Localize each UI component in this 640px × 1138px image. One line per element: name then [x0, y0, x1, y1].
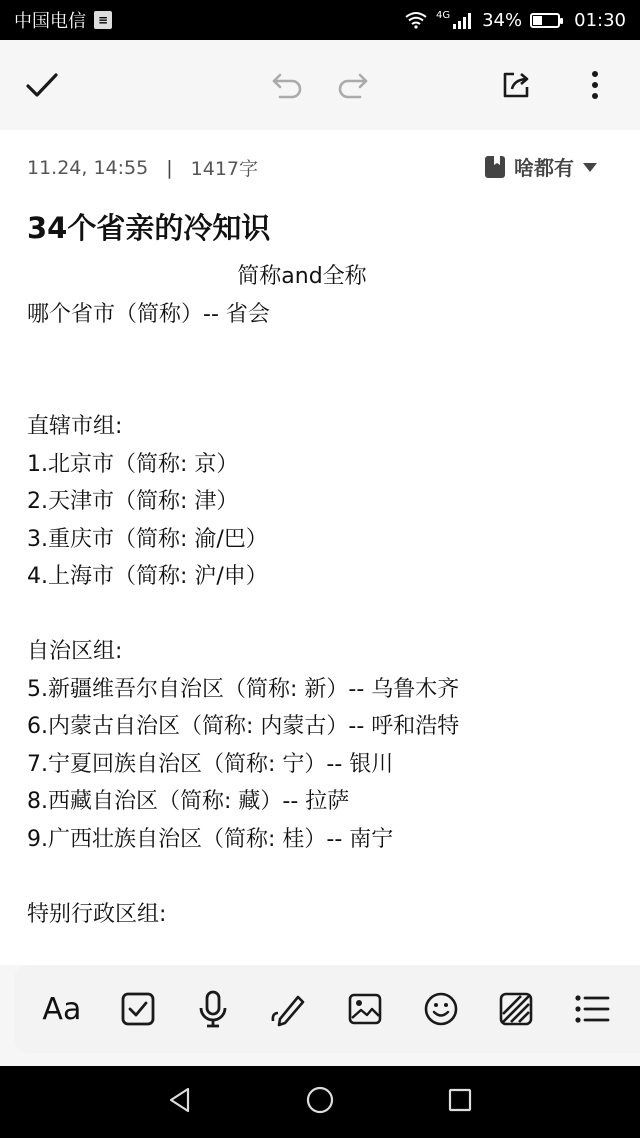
note-line	[27, 333, 617, 371]
background-button[interactable]	[491, 984, 541, 1034]
note-line	[27, 596, 617, 634]
word-count: 1417字	[190, 158, 258, 180]
emoji-icon	[423, 991, 459, 1027]
note-line	[27, 858, 617, 896]
recents-button[interactable]	[446, 1086, 474, 1118]
network-type: 4G	[435, 9, 451, 21]
redo-icon	[336, 71, 370, 99]
status-bar-left	[14, 7, 112, 33]
status-bar-right	[404, 10, 626, 31]
check-icon	[25, 70, 59, 100]
note-subtitle: 简称and全称	[237, 264, 367, 289]
microphone-icon	[197, 990, 229, 1028]
notebook-selector[interactable]	[484, 152, 598, 181]
pattern-icon	[499, 992, 533, 1026]
note-line: 5.新疆维吾尔自治区（简称: 新）-- 乌鲁木齐	[27, 676, 460, 702]
note-line: 特别行政区组:	[27, 901, 167, 927]
note-line: 自治区组:	[27, 639, 123, 664]
back-button[interactable]	[166, 1086, 194, 1118]
signal-icon	[452, 11, 474, 29]
note-line: 1.北京市（简称: 京）	[27, 451, 239, 477]
note-line: 3.重庆市（简称: 渝/巴）	[27, 526, 268, 552]
handwriting-button[interactable]	[264, 984, 314, 1034]
note-line: 2.天津市（简称: 津）	[27, 489, 239, 514]
carrier-label: 中国电信	[14, 11, 86, 32]
note-body[interactable]	[27, 258, 617, 933]
editor-toolbar	[0, 40, 640, 130]
checkbox-button[interactable]	[113, 984, 163, 1034]
text-format-button[interactable]	[37, 984, 87, 1034]
image-icon	[347, 992, 383, 1026]
note-title[interactable]: 34个省亲的冷知识	[27, 211, 271, 245]
note-line: 8.西藏自治区（简称: 藏）-- 拉萨	[27, 789, 350, 814]
share-icon	[500, 69, 532, 101]
home-circle-icon	[305, 1085, 335, 1115]
redo-button[interactable]	[328, 60, 378, 110]
clock: 01:30	[574, 9, 626, 31]
note-editor[interactable]	[0, 130, 640, 965]
system-nav-bar	[0, 1066, 640, 1138]
note-line: 直辖市组:	[27, 414, 123, 439]
note-line: 哪个省市（简称）-- 省会	[27, 301, 270, 327]
note-line	[27, 371, 617, 409]
confirm-button[interactable]	[17, 60, 67, 110]
back-triangle-icon	[166, 1086, 194, 1114]
list-icon	[574, 994, 610, 1024]
note-line: 9.广西壮族自治区（简称: 桂）-- 南宁	[27, 826, 394, 852]
recents-square-icon	[446, 1086, 474, 1114]
chevron-down-icon	[582, 161, 598, 173]
more-vertical-icon	[591, 70, 599, 100]
format-toolbar	[14, 965, 640, 1053]
notebook-icon	[484, 155, 506, 179]
battery-icon	[530, 13, 560, 28]
sim-icon: ≡	[94, 11, 112, 29]
notebook-name: 啥都有	[514, 156, 574, 180]
image-button[interactable]	[340, 984, 390, 1034]
home-button[interactable]	[305, 1085, 335, 1119]
emoji-button[interactable]	[416, 984, 466, 1034]
text-format-icon: Aa	[42, 991, 82, 1027]
more-button[interactable]	[570, 60, 620, 110]
battery-percent: 34%	[482, 9, 523, 31]
wifi-icon	[404, 11, 428, 29]
meta-separator: |	[166, 156, 173, 179]
note-line: 7.宁夏回族自治区（简称: 宁）-- 银川	[27, 751, 394, 777]
share-button[interactable]	[491, 60, 541, 110]
note-line: 6.内蒙古自治区（简称: 内蒙古）-- 呼和浩特	[27, 714, 460, 739]
note-meta	[27, 154, 258, 181]
pen-icon	[270, 991, 308, 1027]
undo-button[interactable]	[262, 60, 312, 110]
voice-button[interactable]	[188, 984, 238, 1034]
list-button[interactable]	[567, 984, 617, 1034]
note-lines	[27, 296, 617, 934]
note-date: 11.24, 14:55	[27, 156, 149, 179]
checkbox-icon	[120, 991, 156, 1027]
note-line: 4.上海市（简称: 沪/申）	[27, 564, 268, 589]
undo-icon	[270, 71, 304, 99]
status-bar	[0, 0, 640, 40]
